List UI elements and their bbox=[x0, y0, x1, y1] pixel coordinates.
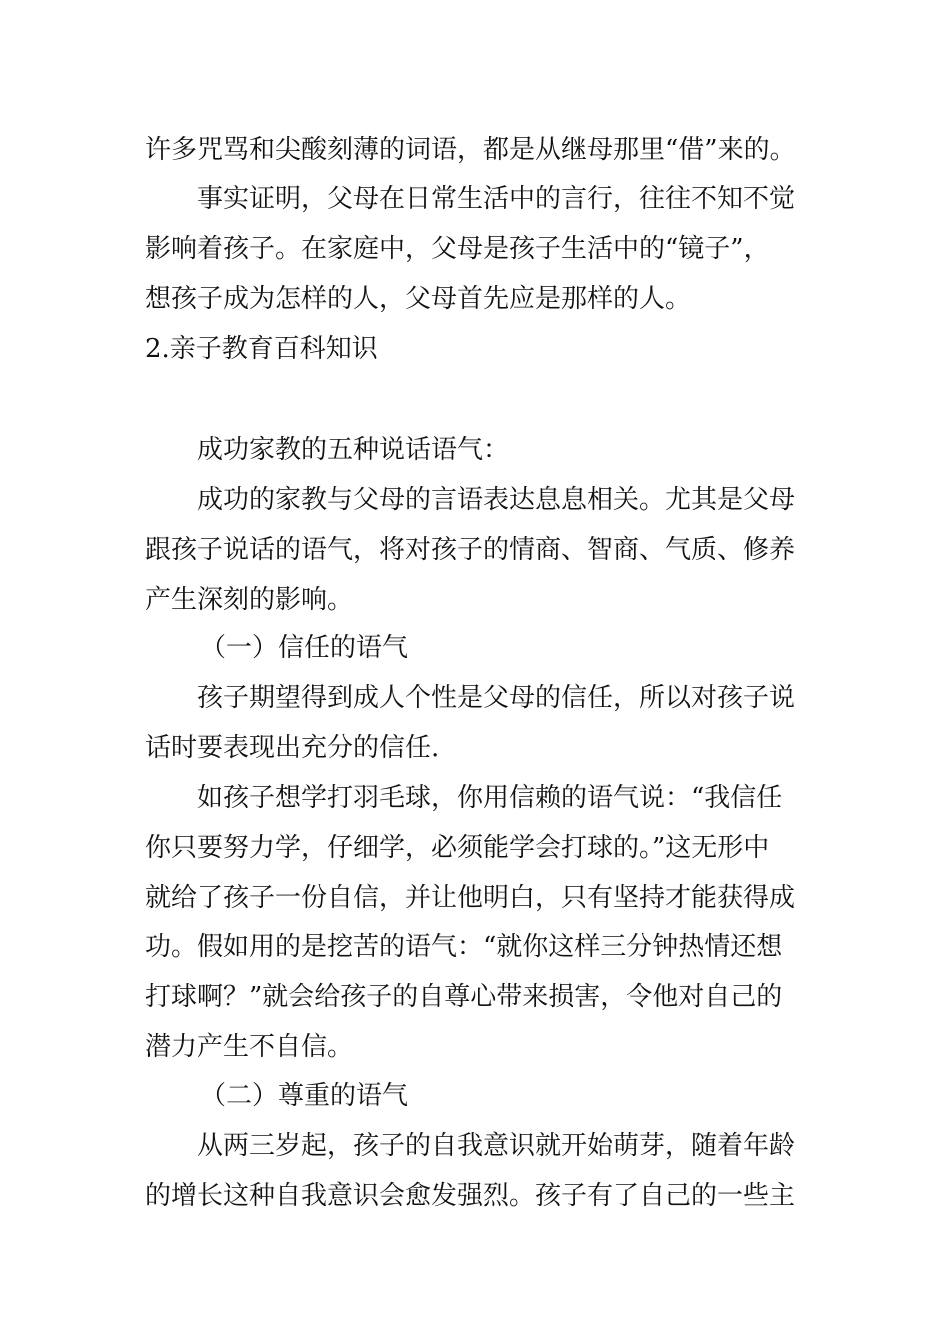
paragraph-line: 成功家教的五种说话语气： bbox=[197, 435, 510, 465]
paragraph-line: 如孩子想学打羽毛球，你用信赖的语气说：“我信任 bbox=[197, 783, 783, 813]
paragraph-line: 成功的家教与父母的言语表达息息相关。尤其是父母 bbox=[197, 485, 796, 515]
paragraph-line: 话时要表现出充分的信任. bbox=[145, 733, 440, 763]
paragraph-line: 想孩子成为怎样的人，父母首先应是那样的人。 bbox=[145, 284, 692, 314]
paragraph-line: 的增长这种自我意识会愈发强烈。孩子有了自己的一些主 bbox=[145, 1181, 796, 1211]
paragraph-line: 影响着孩子。在家庭中，父母是孩子生活中的“镜子”， bbox=[145, 234, 770, 264]
paragraph-line: 从两三岁起，孩子的自我意识就开始萌芽，随着年龄 bbox=[197, 1131, 796, 1161]
paragraph-line: 就给了孩子一份自信，并让他明白，只有坚持才能获得成 bbox=[145, 883, 796, 913]
section-heading: 2.亲子教育百科知识 bbox=[145, 334, 378, 364]
subsection-heading: （二）尊重的语气 bbox=[200, 1081, 409, 1111]
paragraph-line: 许多咒骂和尖酸刻薄的词语，都是从继母那里“借”来的。 bbox=[145, 135, 796, 165]
paragraph-line: 你只要努力学，仔细学，必须能学会打球的。”这无形中 bbox=[145, 833, 770, 863]
paragraph-line: 跟孩子说话的语气，将对孩子的情商、智商、气质、修养 bbox=[145, 535, 796, 565]
paragraph-line: 孩子期望得到成人个性是父母的信任，所以对孩子说 bbox=[197, 683, 796, 713]
paragraph-line: 潜力产生不自信。 bbox=[145, 1032, 354, 1062]
paragraph-line: 产生深刻的影响。 bbox=[145, 585, 354, 615]
paragraph-line: 功。假如用的是挖苦的语气：“就你这样三分钟热情还想 bbox=[145, 932, 783, 962]
paragraph-line: 打球啊？”就会给孩子的自尊心带来损害，令他对自己的 bbox=[145, 982, 783, 1012]
paragraph-line: 事实证明，父母在日常生活中的言行，往往不知不觉 bbox=[197, 184, 796, 214]
subsection-heading: （一）信任的语气 bbox=[200, 633, 409, 663]
